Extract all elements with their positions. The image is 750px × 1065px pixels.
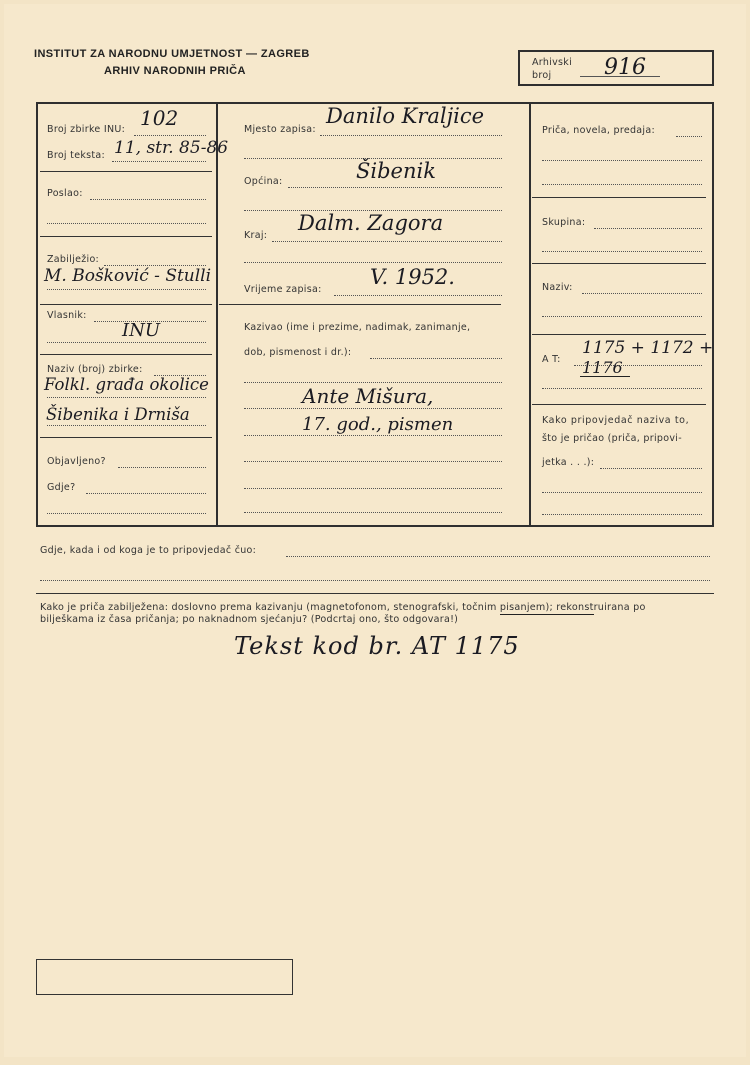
prica-line-3 [542,184,702,185]
objavljeno-line [118,467,206,468]
gdje-label: Gdje? [47,482,76,493]
kako-line-1 [600,468,702,469]
broj-zbirke-value: 102 [140,106,179,130]
kako-line-3 [542,514,702,515]
bottom-stamp-box [36,959,293,995]
kazivao-line-7 [244,512,502,513]
prica-line-2 [542,160,702,161]
vlasnik-value: INU [122,320,161,341]
skupina-line-1 [594,228,702,229]
kazivao-value-1: Ante Mišura, [302,384,434,408]
kazivao-line-3 [244,408,502,409]
skupina-line-2 [542,251,702,252]
kako-line-2 [542,492,702,493]
handwritten-note: Tekst kod br. AT 1175 [234,632,520,660]
prica-line-1 [676,136,702,137]
broj-zbirke-label: Broj zbirke INU: [47,124,126,135]
archive-number-label: Arhivski broj [532,57,573,81]
at-label: A T: [542,354,561,365]
naziv-zbirke-line-3 [47,425,206,426]
broj-teksta-line [112,161,206,162]
vrijeme-value: V. 1952. [370,265,455,289]
broj-zbirke-line [134,135,206,136]
left-separator-3 [40,304,212,305]
kako-label-3: jetka . . .): [542,457,595,468]
archive-card [4,4,746,1057]
institute-title: INSTITUT ZA NARODNU UMJETNOST — ZAGREB [34,48,310,60]
at-value-1: 1175 + 1172 + [582,338,714,358]
kako-label-2: što je pričao (priča, pripovi- [542,433,682,444]
poslao-label: Poslao: [47,188,83,199]
at-underline [580,376,630,377]
divider-left [216,102,218,527]
naziv-line-1 [582,293,702,294]
kako-zabiljezena-line-2: bilješkama iz časa pričanja; po naknadnom sjećanju? (Podcrtaj ono, što odgovara!) [40,614,459,625]
mjesto-line [320,135,502,136]
right-separator-3 [532,334,706,335]
right-separator-1 [532,197,706,198]
left-separator-1 [40,171,212,172]
divider-right [529,102,531,527]
kazivao-line-6 [244,488,502,489]
at-line-2 [542,388,702,389]
opcina-label: Općina: [244,176,283,187]
middle-separator [219,304,501,305]
opcina-line [288,187,502,188]
kako-zabiljezena-line-1: Kako je priča zabilježena: doslovno prema kazivanju (magnetofonom, stenografski, točnim pisanjem); rekonstruirana po [40,602,646,613]
left-separator-4 [40,354,212,355]
skupina-label: Skupina: [542,217,586,228]
gdje-kada-label: Gdje, kada i od koga je to pripovjedač čuo: [40,545,257,556]
right-separator-2 [532,263,706,264]
gdje-kada-line-2 [40,580,710,581]
naziv-label: Naziv: [542,282,573,293]
gdje-kada-line-1 [286,556,710,557]
kraj-value: Dalm. Zagora [298,211,444,235]
kako-label-1: Kako pripovjedač naziva to, [542,415,690,426]
kraj-line-2 [244,262,502,263]
zabiljezio-value: M. Bošković - Stulli [44,266,212,286]
opcina-value: Šibenik [356,159,436,183]
kazivao-line-2 [244,382,502,383]
gdje-line-1 [86,493,206,494]
kazivao-label-1: Kazivao (ime i prezime, nadimak, zanimanje, [244,322,471,333]
vrijeme-label: Vrijeme zapisa: [244,284,322,295]
prica-label: Priča, novela, predaja: [542,125,655,136]
naziv-zbirke-value-2: Šibenika i Drniša [46,405,190,424]
naziv-zbirke-line-2 [47,397,206,398]
kazivao-label-2: dob, pismenost i dr.): [244,347,352,358]
vrijeme-line [334,295,502,296]
zabiljezio-label: Zabilježio: [47,254,100,265]
archive-number-box [518,50,714,86]
kazivao-line-5 [244,461,502,462]
broj-teksta-value: 11, str. 85-86 [114,138,229,158]
mjesto-label: Mjesto zapisa: [244,124,316,135]
tocnim-pisanjem-underline [500,614,594,615]
poslao-line-1 [90,199,206,200]
left-separator-5 [40,437,212,438]
objavljeno-label: Objavljeno? [47,456,106,467]
mjesto-value: Danilo Kraljice [326,104,485,128]
broj-teksta-label: Broj teksta: [47,150,106,161]
vlasnik-label: Vlasnik: [47,310,87,321]
naziv-zbirke-label: Naziv (broj) zbirke: [47,364,143,375]
kazivao-line-4 [244,435,502,436]
archive-number-value: 916 [604,55,646,80]
bottom-separator [36,593,714,594]
at-value-2: 1176 [582,358,623,377]
kraj-label: Kraj: [244,230,268,241]
zabiljezio-line-2 [47,289,206,290]
kazivao-line-1 [370,358,502,359]
archive-title: ARHIV NARODNIH PRIČA [104,65,246,77]
naziv-zbirke-value-1: Folkl. građa okolice [44,375,209,394]
vlasnik-line-2 [47,342,206,343]
kazivao-value-2: 17. god., pismen [302,414,454,435]
kraj-line [272,241,502,242]
naziv-line-2 [542,316,702,317]
left-separator-2 [40,236,212,237]
right-separator-4 [532,404,706,405]
poslao-line-2 [47,223,206,224]
gdje-line-2 [47,513,206,514]
